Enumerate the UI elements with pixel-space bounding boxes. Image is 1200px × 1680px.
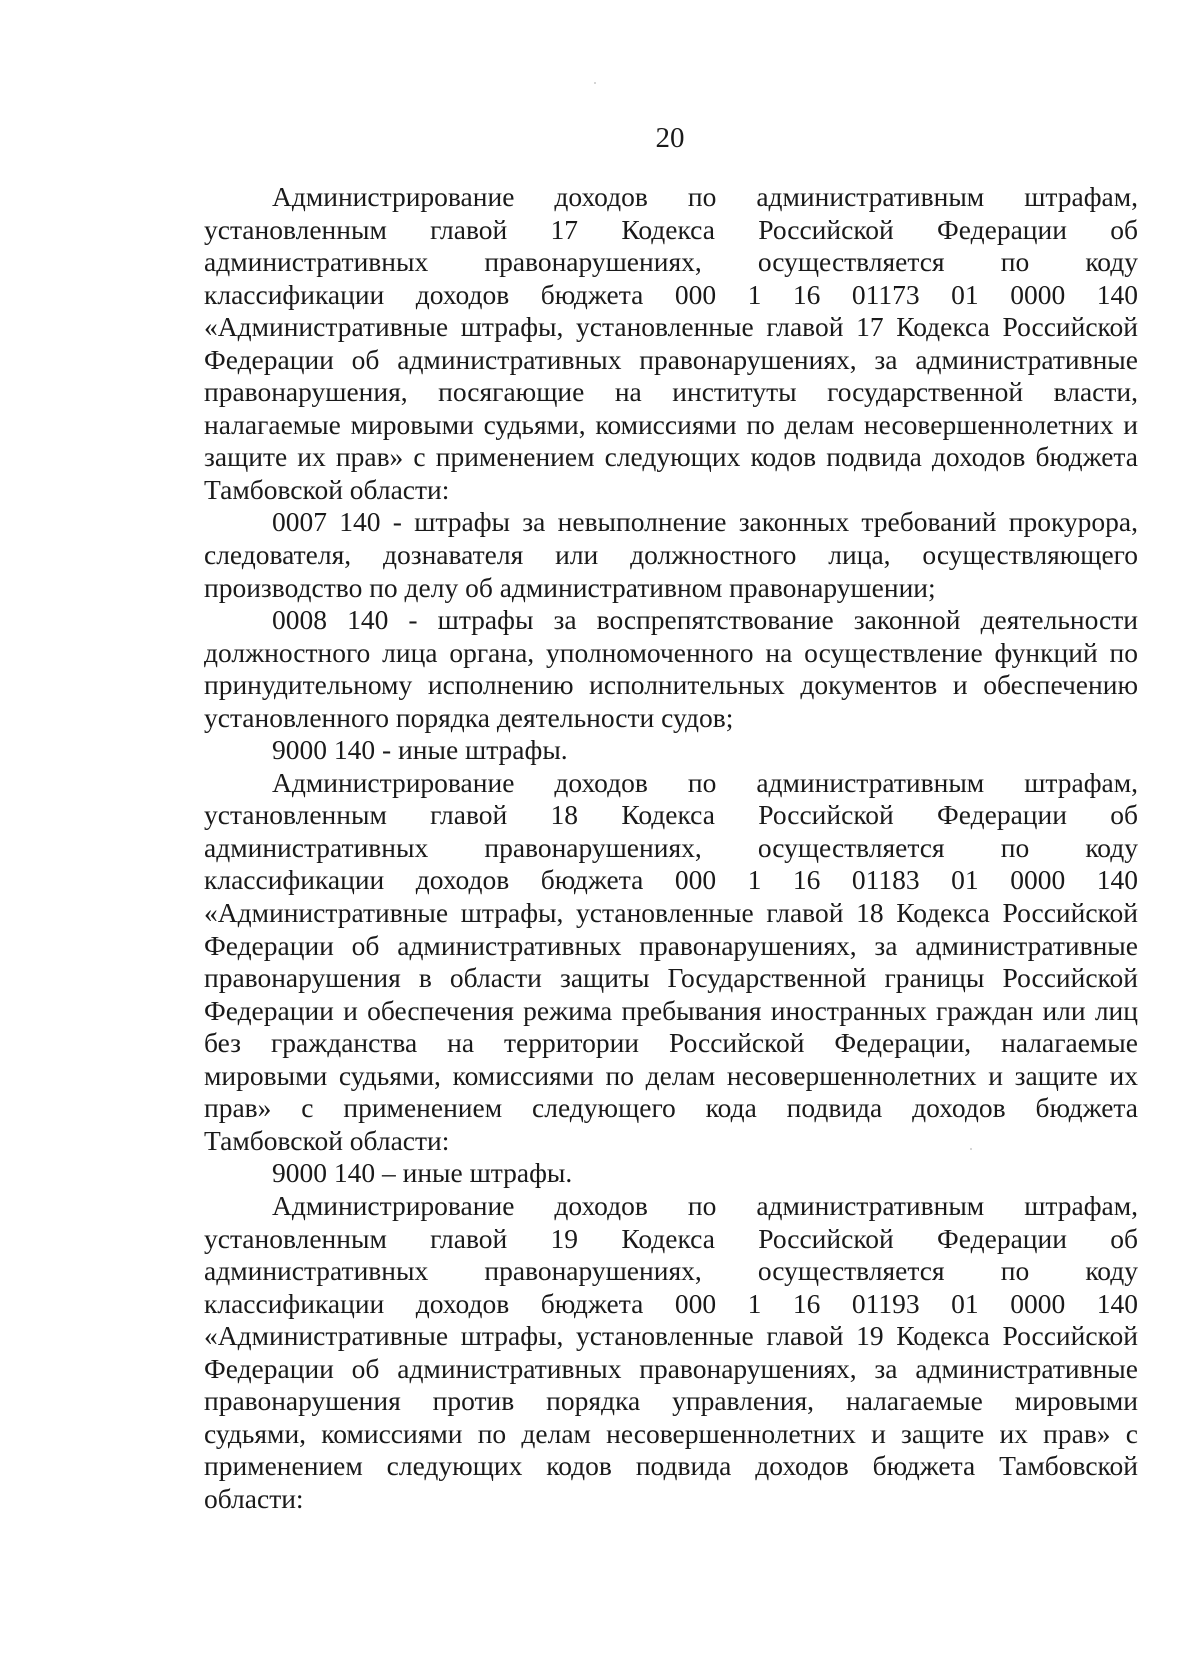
paragraph-code-0008 xyxy=(204,604,1138,734)
text-line: применением следующих кодов подвида доходов бюджета Тамбовской xyxy=(204,1450,1138,1482)
scan-speck xyxy=(594,82,596,84)
text-line: «Административные штрафы, установленные главой 18 Кодекса Российской xyxy=(204,897,1138,929)
text-line: Тамбовской области: xyxy=(204,473,450,505)
text-line: мировыми судьями, комиссиями по делам несовершеннолетних и защите их xyxy=(204,1059,1138,1091)
text-line: производство по делу об административном правонарушении; xyxy=(204,571,936,603)
text-line: Администрирование доходов по административным штрафам, xyxy=(272,1189,1138,1221)
text-line: классификации доходов бюджета 000 1 16 01193 01 0000 140 xyxy=(204,1287,1138,1319)
text-line: Федерации об административных правонарушениях, за административные xyxy=(204,343,1138,375)
paragraph-admin-ch17 xyxy=(204,181,1138,506)
text-line: административных правонарушениях, осуществляется по коду xyxy=(204,831,1138,863)
text-line: административных правонарушениях, осуществляется по коду xyxy=(204,246,1138,278)
text-line: Администрирование доходов по административным штрафам, xyxy=(272,766,1138,798)
text-line: установленным главой 17 Кодекса Российской Федерации об xyxy=(204,213,1138,245)
text-line: Администрирование доходов по административным штрафам, xyxy=(272,181,1138,212)
text-line: принудительному исполнению исполнительных документов и обеспечению xyxy=(204,669,1138,701)
text-line: правонарушения против порядка управления, налагаемые мировыми xyxy=(204,1385,1138,1417)
document-body xyxy=(204,181,1138,1515)
text-line: Федерации об административных правонарушениях, за административные xyxy=(204,929,1138,961)
text-line: Тамбовской области: xyxy=(204,1124,450,1156)
text-line: административных правонарушениях, осуществляется по коду xyxy=(204,1255,1138,1287)
text-line: судьями, комиссиями по делам несовершеннолетних и защите их прав» с xyxy=(204,1417,1138,1449)
text-line: налагаемые мировыми судьями, комиссиями по делам несовершеннолетних и xyxy=(204,408,1138,440)
text-line: правонарушения, посягающие на институты государственной власти, xyxy=(204,376,1138,408)
paragraph-code-9000-a xyxy=(204,734,1138,767)
text-line: Федерации и обеспечения режима пребывания иностранных граждан или лиц xyxy=(204,994,1138,1026)
page-number: 20 xyxy=(655,122,685,154)
paragraph-code-9000-b xyxy=(204,1157,1138,1190)
text-line: прав» с применением следующего кода подвида доходов бюджета xyxy=(204,1092,1138,1124)
text-line: 0007 140 - штрафы за невыполнение законных требований прокурора, xyxy=(272,506,1138,538)
paragraph-code-0007 xyxy=(204,506,1138,604)
text-line: установленным главой 19 Кодекса Российской Федерации об xyxy=(204,1222,1138,1254)
text-line: установленного порядка деятельности судов; xyxy=(204,701,734,733)
text-line: правонарушения в области защиты Государственной границы Российской xyxy=(204,962,1138,994)
text-line: без гражданства на территории Российской Федерации, налагаемые xyxy=(204,1027,1138,1059)
text-line: области: xyxy=(204,1482,304,1514)
text-line: классификации доходов бюджета 000 1 16 01173 01 0000 140 xyxy=(204,278,1138,310)
text-line: классификации доходов бюджета 000 1 16 01183 01 0000 140 xyxy=(204,864,1138,896)
text-line: установленным главой 18 Кодекса Российской Федерации об xyxy=(204,799,1138,831)
text-line: должностного лица органа, уполномоченного на осуществление функций по xyxy=(204,636,1138,668)
text-line: 0008 140 - штрафы за воспрепятствование законной деятельности xyxy=(272,604,1138,636)
paragraph-admin-ch19 xyxy=(204,1190,1138,1515)
text-line: 9000 140 - иные штрафы. xyxy=(272,734,568,766)
text-line: защите их прав» с применением следующих кодов подвида доходов бюджета xyxy=(204,441,1138,473)
text-line: 9000 140 – иные штрафы. xyxy=(272,1157,573,1189)
text-line: «Административные штрафы, установленные главой 19 Кодекса Российской xyxy=(204,1320,1138,1352)
text-line: следователя, дознавателя или должностного лица, осуществляющего xyxy=(204,539,1138,571)
text-line: Федерации об административных правонарушениях, за административные xyxy=(204,1352,1138,1384)
paragraph-admin-ch18 xyxy=(204,767,1138,1158)
text-line: «Административные штрафы, установленные главой 17 Кодекса Российской xyxy=(204,311,1138,343)
